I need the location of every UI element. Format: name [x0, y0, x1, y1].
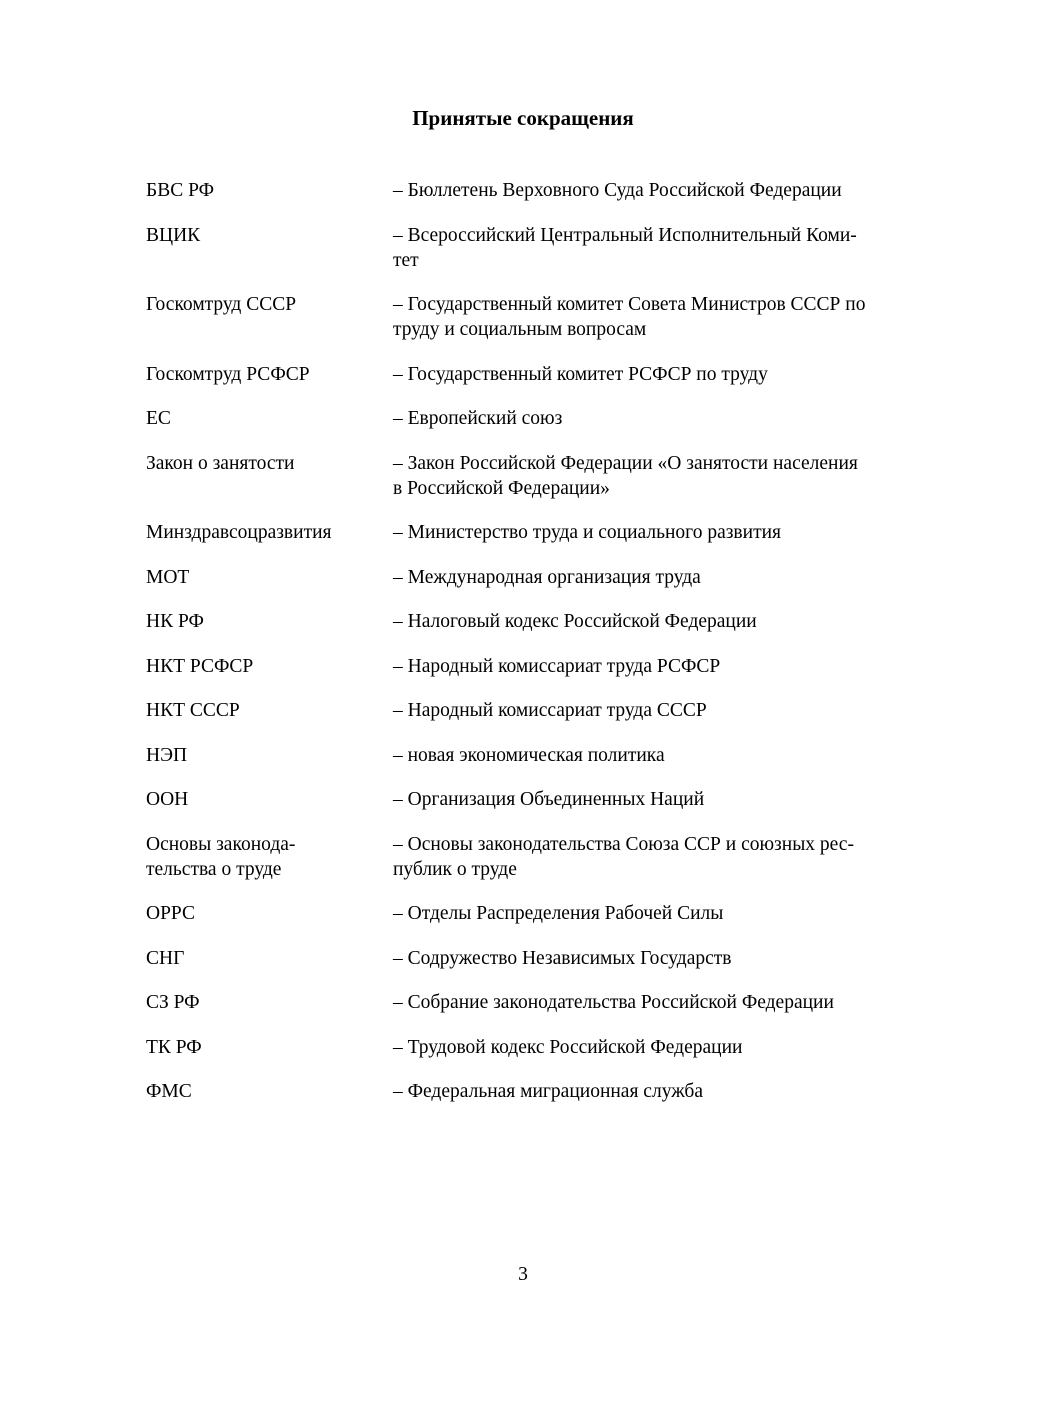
- abbreviation-definition: – Отделы Распределения Рабочей Силы: [393, 903, 724, 924]
- abbreviation-term: Минздравсоцразвития: [146, 522, 332, 543]
- abbreviation-definition: – новая экономическая политика: [393, 744, 665, 766]
- abbreviation-term: НК РФ: [146, 611, 204, 632]
- abbreviation-row: [146, 451, 922, 501]
- abbreviation-definition: – Европейский союз: [393, 408, 563, 429]
- abbreviation-definition: – Международная организация труда: [393, 566, 701, 588]
- abbreviation-row: [146, 1079, 922, 1104]
- abbreviation-term: Госкомтруд РСФСР: [146, 363, 310, 385]
- abbreviation-term: НКТ СССР: [146, 700, 240, 721]
- abbreviation-term: ЕС: [146, 408, 171, 429]
- abbreviation-term: СЗ РФ: [146, 992, 200, 1013]
- abbreviation-term: МОТ: [146, 566, 190, 588]
- abbreviation-definition: – Всероссийский Центральный Исполнительный Коми- тет: [393, 224, 857, 271]
- abbreviation-row: [146, 698, 922, 723]
- abbreviation-definition: – Собрание законодательства Российской Федерации: [393, 992, 834, 1013]
- abbreviation-row: [146, 609, 922, 634]
- abbreviation-definition: – Налоговый кодекс Российской Федерации: [393, 611, 757, 632]
- abbreviation-term: ФМС: [146, 1081, 192, 1102]
- abbreviation-definition: – Государственный комитет Совета Министров СССР по труду и социальным вопросам: [393, 294, 866, 340]
- abbreviation-row: [146, 946, 922, 971]
- page-title: Принятые сокращения: [412, 106, 634, 130]
- abbreviation-definition: – Народный комиссариат труда РСФСР: [393, 655, 721, 677]
- abbreviation-definition: – Содружество Независимых Государств: [393, 947, 732, 969]
- abbreviation-term: ВЦИК: [146, 224, 201, 246]
- page-number: 3: [518, 1264, 528, 1285]
- abbreviation-row: [146, 787, 922, 812]
- abbreviation-row: [146, 1035, 922, 1060]
- abbreviation-row: [146, 901, 922, 926]
- abbreviation-term: БВС РФ: [146, 180, 215, 201]
- abbreviation-row: [146, 223, 922, 273]
- abbreviation-term: Закон о занятости: [146, 452, 295, 474]
- abbreviation-row: [146, 832, 922, 882]
- abbreviation-definition: – Трудовой кодекс Российской Федерации: [393, 1036, 743, 1058]
- abbreviation-definition: – Организация Объединенных Наций: [393, 789, 705, 810]
- abbreviation-row: [146, 565, 922, 590]
- abbreviation-term: ОРРС: [146, 903, 196, 924]
- abbreviation-term: ТК РФ: [146, 1036, 202, 1058]
- abbreviation-row: [146, 654, 922, 679]
- abbreviation-definition: – Федеральная миграционная служба: [393, 1081, 703, 1102]
- abbreviation-term: ООН: [146, 789, 189, 810]
- abbreviation-row: [146, 743, 922, 768]
- abbreviation-definition: – Основы законодательства Союза ССР и союзных рес- публик о труде: [393, 833, 854, 880]
- abbreviation-definition: – Министерство труда и социального развития: [393, 522, 781, 543]
- abbreviation-row: [146, 990, 922, 1015]
- abbreviation-list: [146, 178, 922, 1124]
- abbreviation-definition: – Государственный комитет РСФСР по труду: [393, 363, 768, 385]
- abbreviation-term: НЭП: [146, 744, 188, 766]
- abbreviation-term: НКТ РСФСР: [146, 655, 254, 677]
- abbreviation-row: [146, 178, 922, 203]
- abbreviation-row: [146, 520, 922, 545]
- abbreviation-definition: – Бюллетень Верховного Суда Российской Федерации: [393, 180, 842, 201]
- abbreviation-row: [146, 406, 922, 431]
- abbreviation-term: СНГ: [146, 947, 185, 969]
- abbreviation-definition: – Народный комиссариат труда СССР: [393, 700, 707, 721]
- abbreviation-term: Основы законода- тельства о труде: [146, 833, 296, 880]
- abbreviation-term: Госкомтруд СССР: [146, 294, 297, 315]
- abbreviation-row: [146, 292, 922, 342]
- abbreviation-row: [146, 362, 922, 387]
- abbreviation-definition: – Закон Российской Федерации «О занятости населения в Российской Федерации»: [393, 452, 858, 499]
